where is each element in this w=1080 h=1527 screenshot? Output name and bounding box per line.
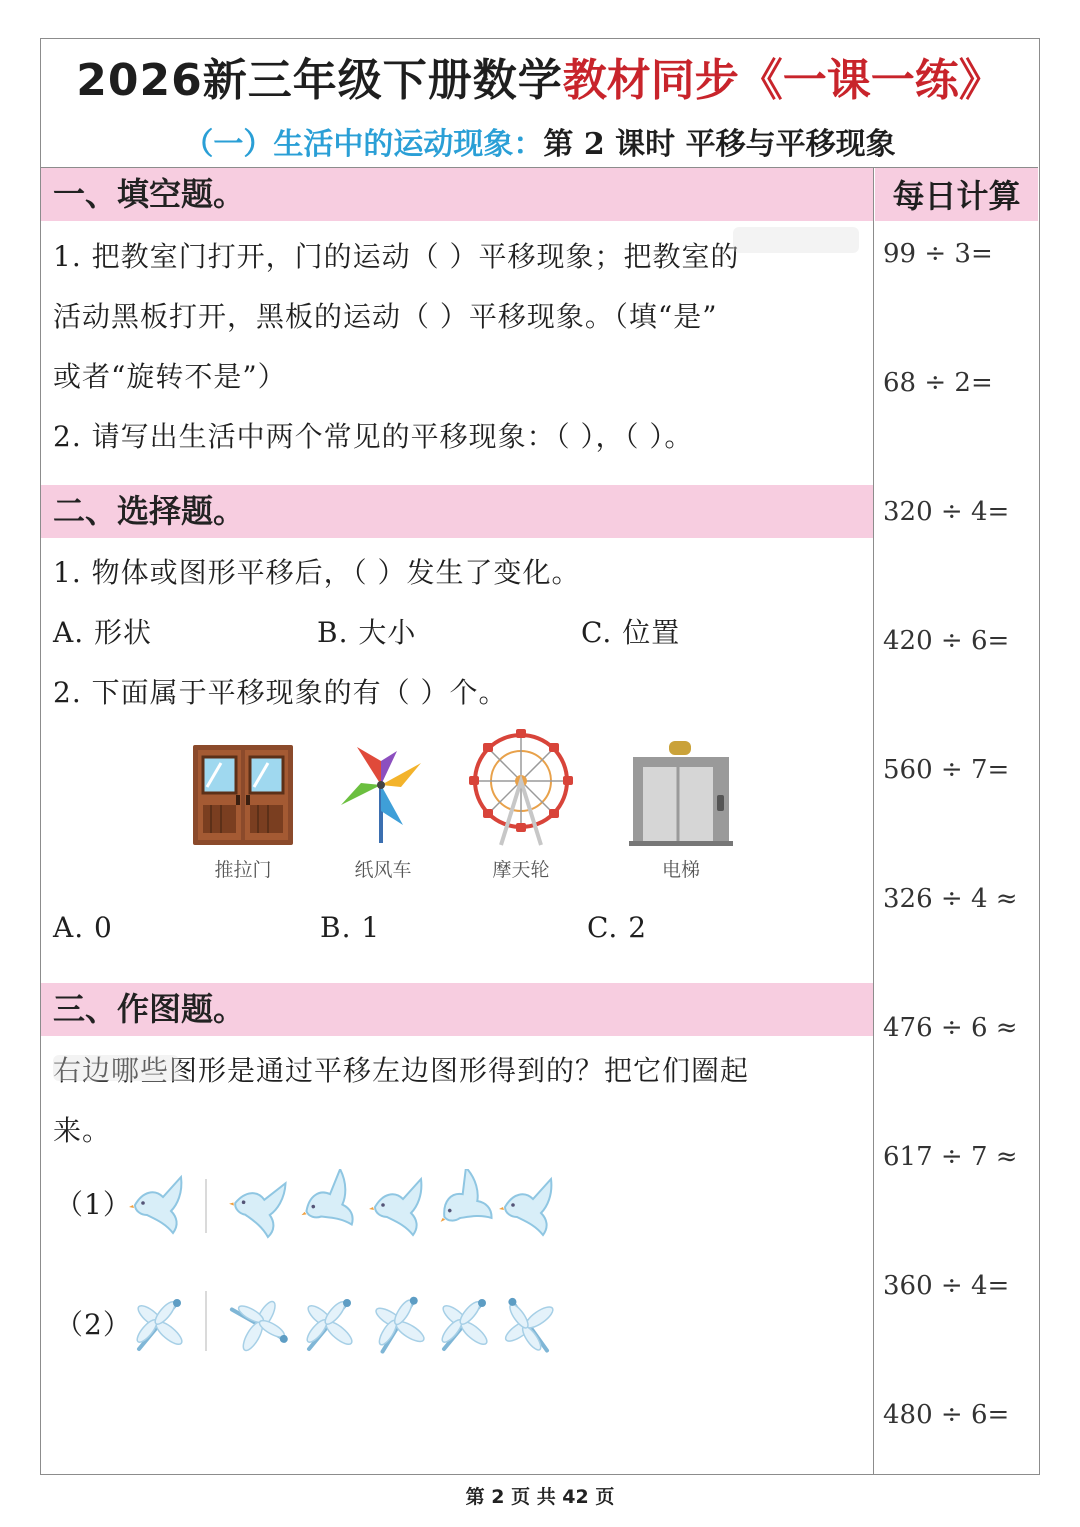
pinwheel-caption: 纸风车 (354, 859, 412, 881)
worksheet-frame (40, 38, 1040, 1475)
elevator-image (629, 739, 733, 847)
calc-item: 476 ÷ 6 ≈ (883, 1013, 1018, 1043)
lesson-subtitle (41, 123, 1038, 167)
fill-q1-line3: 或者“旋转不是”） (53, 360, 287, 393)
choice-q2: 2. 下面属于平移现象的有（ ）个。 (53, 676, 508, 709)
calc-item: 420 ÷ 6= (883, 626, 1010, 656)
dragonfly-row (129, 1287, 609, 1357)
elevator-caption: 电梯 (661, 859, 700, 881)
choice-q1-option-c: C. 位置 (581, 616, 681, 649)
ferris-wheel-caption: 摩天轮 (492, 859, 550, 881)
calc-item: 480 ÷ 6= (883, 1400, 1010, 1430)
choice-q2-option-a: A. 0 (53, 911, 113, 944)
calc-item: 560 ÷ 7= (883, 755, 1010, 785)
calc-item: 99 ÷ 3= (883, 239, 993, 269)
calc-item: 68 ÷ 2= (883, 368, 993, 398)
choice-q2-option-b: B. 1 (320, 911, 381, 944)
dragonfly-original (134, 1299, 185, 1349)
dove-row (129, 1169, 609, 1239)
choice-q1-option-b: B. 大小 (317, 616, 417, 649)
calc-item: 617 ÷ 7 ≈ (883, 1142, 1018, 1172)
section-fill-heading: 一、填空题。 (53, 175, 246, 213)
sliding-door-caption: 推拉门 (214, 859, 272, 881)
section-draw-band (41, 983, 873, 1036)
choice-q1: 1. 物体或图形平移后，（ ）发生了变化。 (53, 556, 581, 589)
title-red: 教材同步《一课一练》 (562, 55, 1003, 106)
draw-row2-label: （2） (55, 1308, 132, 1341)
section-choice-band (41, 485, 873, 538)
draw-q-line2: 来。 (53, 1114, 112, 1147)
draw-q-line1: 右边哪些图形是通过平移左边图形得到的？把它们圈起 (53, 1054, 750, 1087)
calc-heading: 每日计算 (875, 168, 1038, 221)
row1-separator (205, 1179, 207, 1233)
section-choice-heading: 二、选择题。 (53, 492, 246, 530)
column-divider (873, 167, 874, 1474)
ferris-wheel-image (461, 727, 581, 847)
subtitle-unit: （一）生活中的运动现象： (183, 127, 544, 162)
row2-separator (205, 1291, 207, 1351)
sliding-door-image (191, 743, 295, 847)
pinwheel-image (337, 741, 427, 845)
fill-q2: 2. 请写出生活中两个常见的平移现象：（ ），（ ）。 (53, 420, 694, 453)
draw-row1-label: （1） (55, 1188, 132, 1221)
choice-q2-option-c: C. 2 (587, 911, 648, 944)
page-title (41, 39, 1038, 106)
page-footer: 第 2 页 共 42 页 (465, 1486, 615, 1508)
calc-item: 326 ÷ 4 ≈ (883, 884, 1018, 914)
section-draw-heading: 三、作图题。 (53, 990, 246, 1028)
dove-original (129, 1177, 181, 1233)
fill-q1-line2: 活动黑板打开，黑板的运动（ ）平移现象。（填“是” (53, 300, 718, 333)
watermark-stamp (51, 1051, 181, 1085)
watermark-stamp (731, 223, 861, 257)
choice-q1-option-a: A. 形状 (53, 616, 153, 649)
calc-item: 320 ÷ 4= (883, 497, 1010, 527)
fill-q1-line1: 1. 把教室门打开，门的运动（ ）平移现象；把教室的 (53, 240, 740, 273)
section-fill-band (41, 168, 873, 221)
calc-item: 360 ÷ 4= (883, 1271, 1010, 1301)
subtitle-lesson: 第 2 课时 平移与平移现象 (543, 127, 896, 162)
title-black: 2026新三年级下册数学 (76, 55, 563, 106)
